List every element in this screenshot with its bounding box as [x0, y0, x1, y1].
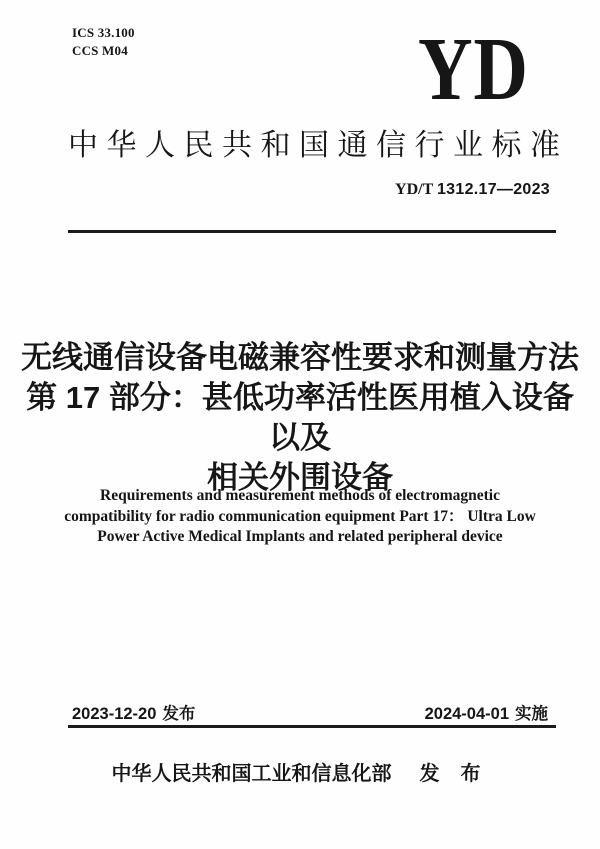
title-chinese-line-1: 无线通信设备电磁兼容性要求和测量方法 — [21, 340, 579, 375]
standard-number — [395, 181, 550, 199]
implementation-date-block — [425, 700, 548, 724]
header-rule — [68, 230, 556, 233]
title-english-line-1: Requirements and measurement methods of electromagnetic — [100, 487, 500, 504]
ccs-code: CCS M04 — [72, 43, 128, 58]
title-chinese-line-3: 相关外围设备 — [207, 460, 393, 495]
publish-label: 发 布 — [419, 763, 489, 785]
footer-rule — [68, 725, 556, 728]
date-row — [72, 700, 548, 724]
standard-number-digits: 1312.17—2023 — [436, 181, 550, 198]
classification-codes — [72, 24, 135, 60]
publisher-name: 中华人民共和国工业和信息化部 — [111, 763, 392, 785]
title-chinese-line-2: 第 17 部分：甚低功率活性医用植入设备以及 — [26, 380, 574, 455]
standard-series-title: 中华人民共和国通信行业标准 — [68, 129, 560, 162]
yd-logo: YD — [418, 20, 529, 119]
title-english — [38, 486, 562, 548]
ics-code: ICS 33.100 — [72, 25, 135, 40]
publisher-row — [0, 757, 600, 786]
title-english-line-3: Power Active Medical Implants and related peripheral device — [97, 528, 503, 545]
issue-label: 发布 — [162, 705, 196, 723]
implementation-date: 2024-04-01 — [424, 705, 509, 723]
title-chinese — [20, 338, 580, 498]
issue-date-block — [72, 700, 195, 724]
title-english-line-2: compatibility for radio communication equipment Part 17： Ultra Low — [64, 507, 536, 525]
issue-date: 2023-12-20 — [72, 705, 157, 723]
standard-number-prefix: YD/T — [395, 181, 433, 198]
implementation-label: 实施 — [515, 705, 548, 723]
